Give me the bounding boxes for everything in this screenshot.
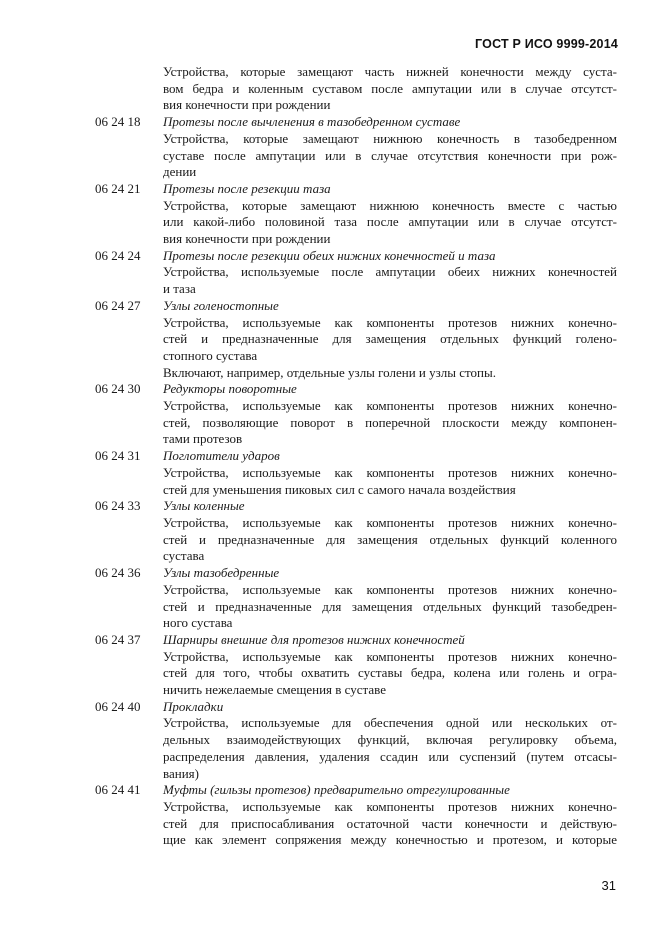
classification-entry (95, 498, 617, 565)
page-number: 31 (601, 878, 616, 893)
entry-description-line: Устройства, используемые как компоненты протезов нижних конечно- (163, 314, 617, 330)
entry-description-line: стопного сустава (163, 347, 258, 363)
entry-description-line: Устройства, используемые как компоненты протезов нижних конечно- (163, 398, 617, 414)
entry-description-line: стей для уменьшения пиковых сил с самого начала воздействия (163, 481, 516, 497)
entry-note-line: Включают, например, отдельные узлы голени и узлы стопы. (163, 364, 496, 380)
entry-description-line: Устройства, используемые после ампутации обеих нижних конечностей (163, 264, 617, 280)
entry-code: 06 24 21 (95, 180, 141, 196)
entry-title: Муфты (гильзы протезов) предварительно отрегулированные (163, 782, 510, 798)
entry-code: 06 24 36 (95, 565, 141, 581)
continuation-entry (95, 64, 617, 114)
entry-description-line: Устройства, используемые для обеспечения одной или нескольких от- (163, 715, 617, 731)
entry-description-line: вия конечности при рождении (163, 231, 331, 247)
entry-code: 06 24 18 (95, 114, 141, 130)
entry-code: 06 24 37 (95, 631, 141, 647)
entry-description-line: стей для приспосабливания остаточной части конечности и действую- (163, 815, 617, 831)
entry-description-line: ного сустава (163, 615, 233, 631)
entry-title: Узлы голеностопные (163, 297, 279, 313)
classification-entry (95, 248, 617, 298)
entry-code-empty (95, 64, 163, 114)
entry-code: 06 24 40 (95, 698, 141, 714)
entry-body (163, 181, 617, 248)
entry-description-line: тами протезов (163, 431, 243, 447)
entry-code: 06 24 27 (95, 297, 141, 313)
entry-description-line: Устройства, используемые как компоненты протезов нижних конечно- (163, 464, 617, 480)
entry-description-line: вания) (163, 765, 199, 781)
entry-body (163, 565, 617, 632)
entry-code: 06 24 30 (95, 381, 141, 397)
continuation-line: Устройства, которые замещают часть нижней конечности между суста- (163, 64, 617, 79)
classification-entry (95, 632, 617, 699)
classification-entry (95, 782, 617, 849)
entry-code: 06 24 33 (95, 498, 141, 514)
entry-title: Узлы коленные (163, 498, 245, 514)
entry-body (163, 248, 617, 298)
classification-entry (95, 448, 617, 498)
entry-body (163, 498, 617, 565)
classification-entry (95, 565, 617, 632)
entry-body (163, 782, 617, 849)
entry-title: Прокладки (163, 698, 224, 714)
classification-entry (95, 298, 617, 382)
entry-title: Протезы после резекции таза (163, 180, 331, 196)
entry-title: Поглотители ударов (163, 448, 280, 464)
classification-list (95, 64, 617, 849)
entry-description-line: ничить нежелаемые смещения в суставе (163, 682, 386, 698)
entry-body (163, 64, 617, 114)
entry-description-line: щие как элемент сопряжения между конечностью и протезом, и которые (163, 832, 617, 848)
entry-description-line: Устройства, которые замещают нижнюю конечность в тазобедренном (163, 130, 617, 146)
entry-description-line: распределения давления, удаления ссадин или суспензий (путем отсасы- (163, 748, 617, 764)
entry-description-line: стей и предназначенные для замещения отдельных функций коленного (163, 531, 617, 547)
entry-description-line: Устройства, которые замещают нижнюю конечность вместе с частью (163, 197, 617, 213)
entry-title: Протезы после резекции обеих нижних конечностей и таза (163, 247, 496, 263)
entry-description-line: дельных взаимодействующих функций, включая регулировку объема, (163, 732, 617, 748)
entry-description-line: Устройства, используемые как компоненты протезов нижних конечно- (163, 648, 617, 664)
classification-entry (95, 381, 617, 448)
entry-body (163, 381, 617, 448)
entry-description-line: Устройства, используемые как компоненты протезов нижних конечно- (163, 798, 617, 814)
entry-title: Узлы тазобедренные (163, 565, 280, 581)
entry-description-line: стей для того, чтобы охватить суставы бедра, колена или голень и огра- (163, 665, 617, 681)
classification-entry (95, 699, 617, 783)
entry-description-line: сустава (163, 548, 205, 564)
entry-description-line: стей и предназначенные для замещения отдельных функций голено- (163, 331, 617, 347)
entry-description-line: стей, позволяющие поворот в поперечной плоскости между компонен- (163, 414, 617, 430)
entry-description-line: дении (163, 164, 197, 180)
entry-title: Шарниры внешние для протезов нижних конечностей (163, 631, 465, 647)
entry-description-line: стей и предназначенные для замещения отдельных функций тазобедрен- (163, 598, 617, 614)
entry-body (163, 699, 617, 783)
entry-description-line: суставе после ампутации или в случае отсутствия конечности при рож- (163, 147, 617, 163)
entry-code: 06 24 31 (95, 448, 141, 464)
document-standard-header: ГОСТ Р ИСО 9999-2014 (475, 37, 618, 51)
continuation-line: вия конечности при рождении (163, 97, 331, 113)
entry-title: Протезы после вычленения в тазобедренном суставе (163, 114, 461, 130)
continuation-line: вом бедра и коленным суставом после ампутации или в случае отсутст- (163, 80, 617, 96)
entry-body (163, 298, 617, 382)
entry-description-line: Устройства, используемые как компоненты протезов нижних конечно- (163, 514, 617, 530)
entry-code: 06 24 41 (95, 782, 141, 798)
entry-code: 06 24 24 (95, 247, 141, 263)
entry-body (163, 448, 617, 498)
entry-description-line: Устройства, используемые как компоненты протезов нижних конечно- (163, 581, 617, 597)
entry-body (163, 632, 617, 699)
classification-entry (95, 114, 617, 181)
entry-body (163, 114, 617, 181)
classification-entry (95, 181, 617, 248)
entry-description-line: и таза (163, 281, 196, 297)
entry-title: Редукторы поворотные (163, 381, 297, 397)
entry-description-line: или какой-либо половиной таза после ампутации или в случае отсутст- (163, 214, 617, 230)
